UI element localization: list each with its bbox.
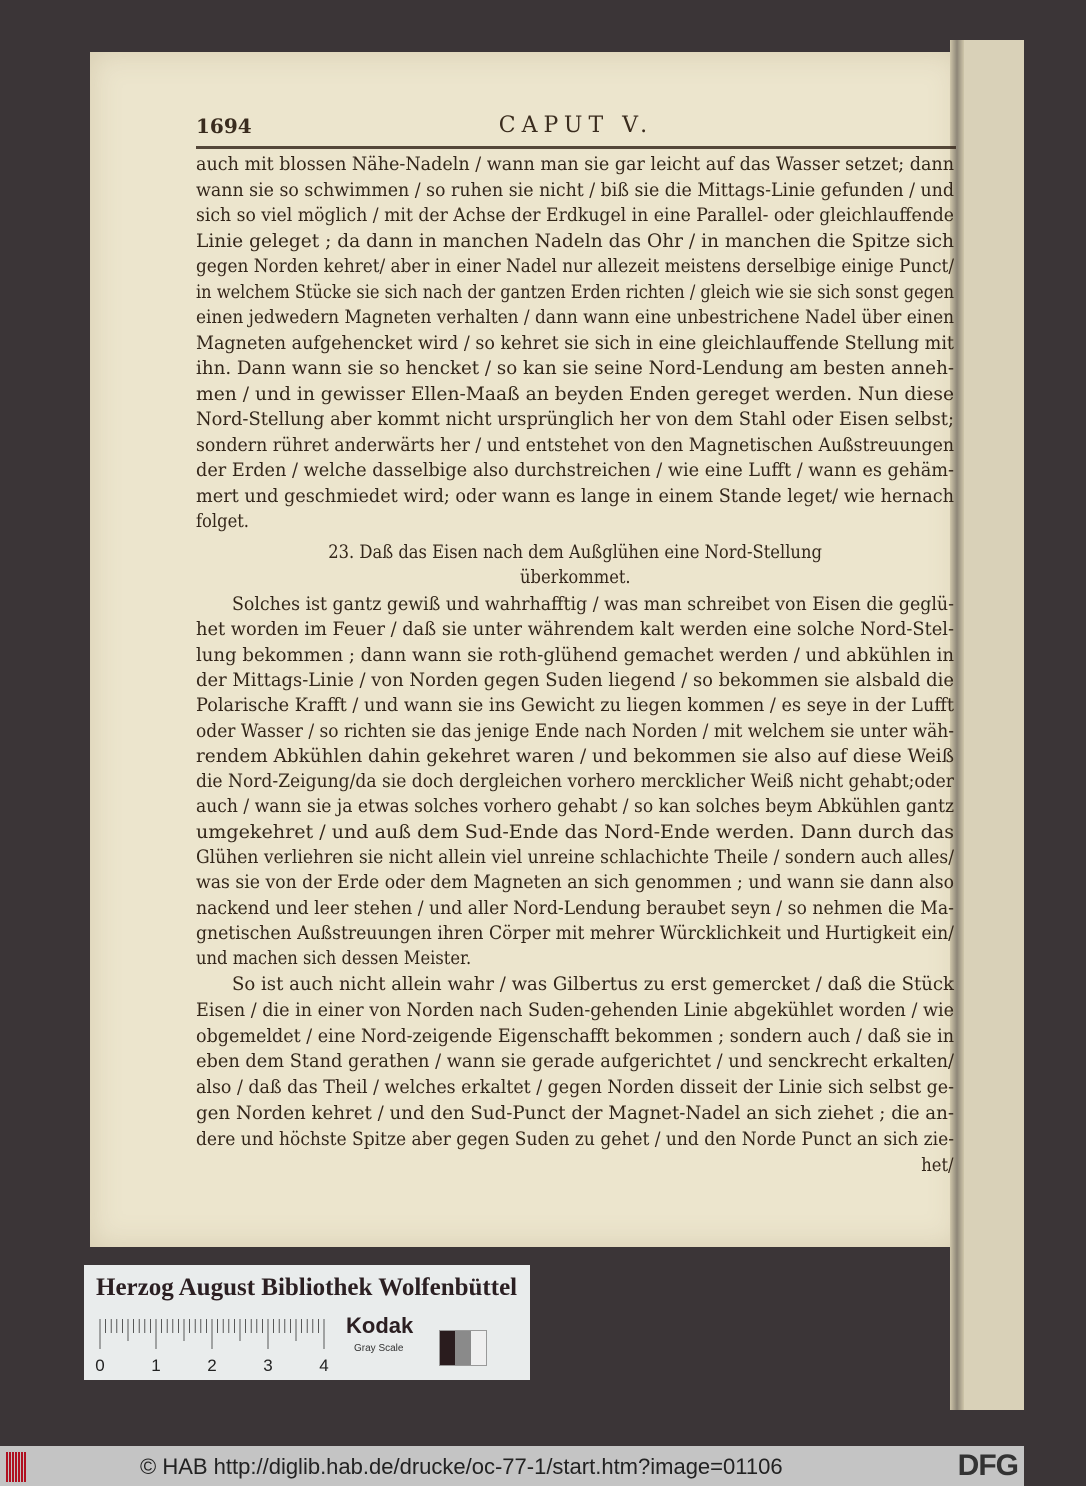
ruler-label: 3 xyxy=(263,1356,273,1375)
text-line: folget. xyxy=(196,510,250,532)
paragraph-line xyxy=(196,668,954,692)
text-line: der Mittags-Linie / von Norden gegen Suden liegend / so bekommen sie alsbald die xyxy=(196,668,954,691)
paragraph-line xyxy=(196,229,954,253)
text-line: 23. Daß das Eisen nach dem Außglühen eine Nord-Stellung xyxy=(328,541,822,563)
ruler-label: 1 xyxy=(151,1356,161,1375)
text-line: So ist auch nicht allein wahr / was Gilbertus zu erst gemercket / daß die Stück xyxy=(232,973,954,995)
section-heading xyxy=(196,540,954,564)
text-line: also / daß das Theil / welches erkaltet / gegen Norden disseit der Linie sich selbst ge- xyxy=(196,1076,954,1099)
paragraph-line xyxy=(196,921,954,945)
text-line: in welchem Stücke sie sich nach der gantzen Erden richten / gleich wie sie sich sonst gegen xyxy=(196,280,954,303)
copyright-link[interactable]: © HAB http://diglib.hab.de/drucke/oc-77-1/start.htm?image=01106 xyxy=(140,1454,783,1479)
paragraph-line xyxy=(232,972,954,996)
text-line: het/ xyxy=(921,1153,954,1176)
text-line: umgekehret / und auß dem Sud-Ende das Nord-Ende werden. Dann durch das xyxy=(196,820,954,843)
paragraph-line xyxy=(196,617,954,641)
text-line: die Nord-Zeigung/da sie doch dergleichen vorhero mercklicher Weiß nicht gehabt;oder xyxy=(196,770,954,793)
paragraph-line xyxy=(196,643,954,667)
paragraph-line xyxy=(196,1049,954,1073)
library-color-card xyxy=(84,1265,530,1380)
paragraph-line xyxy=(196,870,954,894)
paragraph-line xyxy=(196,484,954,508)
hab-logo-icon xyxy=(6,1452,26,1482)
chapter-title: CAPUT V. xyxy=(498,113,654,138)
gray-patch xyxy=(471,1331,486,1365)
paragraph-line xyxy=(196,254,954,278)
section-heading xyxy=(196,565,954,589)
text-line: het worden im Feuer / daß sie unter währendem kalt werden eine solche Nord-Stel- xyxy=(196,618,954,641)
gray-patch xyxy=(455,1331,470,1365)
text-line: nackend und leer stehen / und aller Nord-Lendung beraubet seyn / so nehmen die Ma- xyxy=(196,896,954,919)
header-rule xyxy=(196,146,956,149)
dfg-logo: DFG xyxy=(957,1449,1018,1482)
paragraph-line xyxy=(196,382,954,406)
text-line: mert und geschmiedet wird; oder wann es lange in einem Stande leget/ wie hernach xyxy=(196,484,954,507)
paragraph-line xyxy=(196,896,954,920)
text-line: gnetischen Außstreuungen ihren Cörper mit mehrer Würcklichkeit und Hurtigkeit ein/ xyxy=(196,921,954,944)
paragraph-line xyxy=(196,178,954,202)
paragraph-line xyxy=(196,1101,954,1125)
next-page-edge xyxy=(958,40,1024,1410)
text-line: Magneten aufgehencket wird / so kehret sie sich in eine gleichlauffende Stellung mit xyxy=(196,331,954,354)
paragraph-line xyxy=(196,820,954,844)
paragraph-line xyxy=(196,458,954,482)
paragraph-line xyxy=(196,407,954,431)
text-line: ihn. Dann wann sie so hencket / so kan sie seine Nord-Lendung am besten anneh- xyxy=(196,357,954,379)
paragraph-line xyxy=(196,769,954,793)
page-number: 1694 xyxy=(196,114,252,138)
paragraph-line xyxy=(196,794,954,818)
text-line: Nord-Stellung aber kommt nicht ursprünglich her von dem Stahl oder Eisen selbst; xyxy=(196,408,954,430)
paragraph-line xyxy=(196,998,954,1022)
ruler-label: 0 xyxy=(95,1356,105,1375)
text-line: Linie geleget ; da dann in manchen Nadeln das Ohr / in manchen die Spitze sich xyxy=(196,229,954,252)
paragraph-line xyxy=(196,1075,954,1099)
paragraph-line xyxy=(196,1127,954,1151)
paragraph-line xyxy=(196,1024,954,1048)
kodak-logo: Kodak xyxy=(346,1313,414,1338)
text-line: Glühen verliehren sie nicht allein viel unreine schlachichte Theile / sondern auch alles/ xyxy=(196,846,954,868)
paragraph-line xyxy=(196,433,954,457)
ruler-label: 2 xyxy=(207,1356,217,1375)
text-line: und machen sich dessen Meister. xyxy=(196,947,472,970)
text-line: Eisen / die in einer von Norden nach Suden-gehenden Linie abgekühlet worden / wie xyxy=(196,998,954,1021)
paragraph-line xyxy=(196,1153,954,1177)
text-line: men / und in gewisser Ellen-Maaß an beyden Enden gereget werden. Nun diese xyxy=(196,382,954,405)
text-line: wann sie so schwimmen / so ruhen sie nicht / biß sie die Mittags-Linie gefunden / und xyxy=(196,178,954,201)
paragraph-line xyxy=(196,693,954,717)
paragraph-line xyxy=(196,356,954,380)
text-line: oder Wasser / so richten sie das jenige Ende nach Norden / mit welchem sie unter wäh- xyxy=(196,719,954,742)
paragraph-line xyxy=(196,203,954,227)
text-line: auch / wann sie ja etwas solches vorhero gehabt / so kan solches beym Abkühlen gantz xyxy=(196,795,954,818)
paragraph-line xyxy=(196,509,954,533)
gray-scale-patches xyxy=(439,1330,487,1366)
paragraph-line xyxy=(196,744,954,768)
text-line: sich so viel möglich / mit der Achse der Erdkugel in eine Parallel- oder gleichlauffende xyxy=(196,204,954,226)
paragraph-line xyxy=(196,719,954,743)
text-line: dere und höchste Spitze aber gegen Suden zu gehet / und den Norde Punct an sich zie- xyxy=(196,1127,954,1150)
footer-bar xyxy=(0,1446,1024,1486)
ruler xyxy=(95,1315,329,1375)
paragraph-line xyxy=(196,152,954,176)
text-line: eben dem Stand gerathen / wann sie gerade aufgerichtet / und senckrecht erkalten/ xyxy=(196,1050,954,1073)
text-line: obgemeldet / eine Nord-zeigende Eigenschafft bekommen ; sondern auch / daß sie in xyxy=(196,1024,954,1047)
library-name: Herzog August Bibliothek Wolfenbüttel xyxy=(96,1274,518,1301)
paragraph-line xyxy=(196,331,954,355)
text-line: lung bekommen ; dann wann sie roth-glühend gemachet werden / und abkühlen in xyxy=(196,643,954,666)
text-line: der Erden / welche dasselbige also durchstreichen / wie eine Lufft / wann es gehäm- xyxy=(196,459,954,481)
paragraph-line xyxy=(196,845,954,869)
paragraph-line xyxy=(196,946,954,970)
text-line: einen jedwedern Magneten verhalten / dann wann eine unbestrichene Nadel über einen xyxy=(196,306,954,328)
text-line: überkommet. xyxy=(519,566,631,588)
text-line: sondern rühret anderwärts her / und entstehet von den Magnetischen Außstreuungen xyxy=(196,433,954,456)
running-head xyxy=(196,112,956,142)
text-line: was sie von der Erde oder dem Magneten an sich genommen ; und wann sie dann also xyxy=(196,871,954,894)
text-line: auch mit blossen Nähe-Nadeln / wann man sie gar leicht auf das Wasser setzet; dann xyxy=(196,153,954,175)
paragraph-line xyxy=(196,280,954,304)
paragraph-line xyxy=(196,305,954,329)
gray-scale-label: Gray Scale xyxy=(354,1343,404,1354)
gray-patch xyxy=(440,1331,455,1365)
text-line: Polarische Krafft / und wann sie ins Gewicht zu liegen kommen / es seye in der Lufft xyxy=(196,694,954,717)
text-line: rendem Abkühlen dahin gekehret waren / und bekommen sie also auf diese Weiß xyxy=(196,744,954,767)
ruler-label: 4 xyxy=(319,1356,329,1375)
text-line: gegen Norden kehret/ aber in einer Nadel nur allezeit meistens derselbige einige Punct/ xyxy=(196,255,954,277)
text-line: Solches ist gantz gewiß und wahrhafftig / was man schreibet von Eisen die geglü- xyxy=(232,593,954,615)
text-line: gen Norden kehret / und den Sud-Punct der Magnet-Nadel an sich ziehet ; die an- xyxy=(196,1102,954,1124)
paragraph-line xyxy=(232,592,954,616)
